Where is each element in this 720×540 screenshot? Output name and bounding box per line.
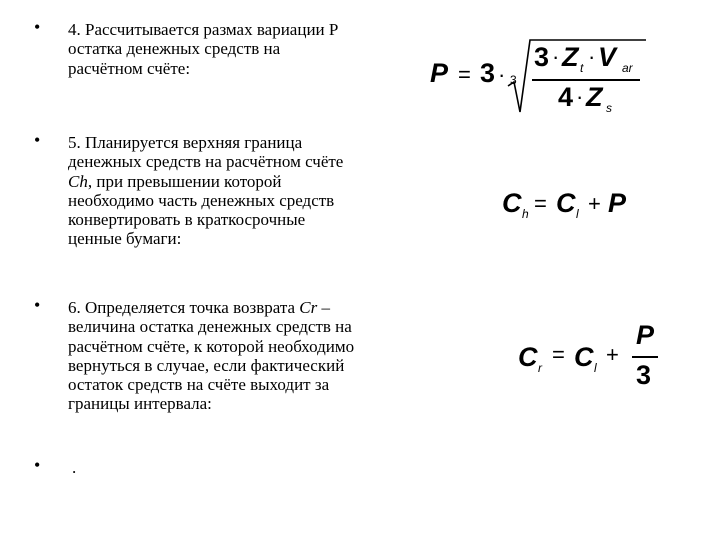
f1-eq: = [458, 62, 471, 87]
f1-den-dot: · [576, 84, 584, 109]
f3-c-sub: l [594, 361, 597, 375]
f3-lhs: C [518, 342, 538, 372]
bullet-1: • [34, 17, 41, 37]
f3-c: C [574, 342, 594, 372]
f1-num-v-sub: ar [622, 61, 633, 75]
f1-den-coef: 4 [558, 82, 574, 112]
item-empty-text [72, 458, 362, 477]
item-5-var: Ch [68, 171, 88, 191]
f1-num-coef: 3 [534, 42, 550, 72]
item-5-post: , при превышении которой необходимо часть денежных средств конвертировать в краткосрочные ценные бумаги: [68, 171, 335, 249]
bullet-3: • [34, 295, 41, 315]
f1-root-index: 3 [510, 73, 517, 87]
f2-c: C [556, 188, 576, 218]
item-4-content: 4. Рассчитывается размах вариации Р остатка денежных средств на расчётном счёте: [68, 20, 339, 78]
formula-return-point [518, 322, 668, 392]
f1-fraction-line [532, 79, 640, 81]
f1-num-z: Z [562, 42, 579, 72]
f3-eq: = [552, 342, 565, 367]
f1-num-v: V [598, 42, 617, 72]
item-5-text [68, 133, 358, 249]
f1-lhs: P [430, 58, 449, 88]
f2-plus: + [588, 191, 601, 216]
f1-den-z: Z [586, 82, 603, 112]
f1-num-z-sub: t [580, 61, 584, 75]
item-5-pre: 5. Планируется верхняя граница денежных средств на расчётном счёте [68, 133, 344, 172]
f3-fraction-line [632, 356, 658, 358]
formula-upper-bound [502, 190, 642, 230]
f2-lhs-sub: h [522, 207, 529, 221]
f3-den: 3 [636, 360, 652, 390]
item-6-text [68, 298, 358, 414]
f2-lhs: C [502, 188, 522, 218]
f2-c-sub: l [576, 207, 579, 221]
bullet-4: • [34, 455, 41, 475]
f1-num-dot2: · [588, 44, 596, 69]
f1-num-dot1: · [552, 44, 560, 69]
item-6-pre: 6. Определяется точка возврата [68, 298, 300, 317]
item-4-text [68, 20, 358, 78]
formula-range [430, 36, 680, 116]
f3-lhs-sub: r [538, 361, 542, 375]
f1-den-z-sub: s [606, 101, 612, 115]
f1-coef: 3 [480, 58, 496, 88]
f2-p: P [608, 188, 627, 218]
f2-eq: = [534, 191, 547, 216]
bullet-2: • [34, 130, 41, 150]
f3-num: P [636, 320, 655, 350]
item-6-var: Cr [299, 298, 318, 317]
item-6-post: – величина остатка денежных средств на расчётном счёте, к которой необходимо вернуться в случае, если фактический остаток средств на счёте выходит за границы интервала: [68, 298, 355, 414]
f3-plus: + [606, 342, 619, 367]
item-empty-content: . [72, 458, 77, 477]
f1-dot: · [498, 62, 506, 87]
